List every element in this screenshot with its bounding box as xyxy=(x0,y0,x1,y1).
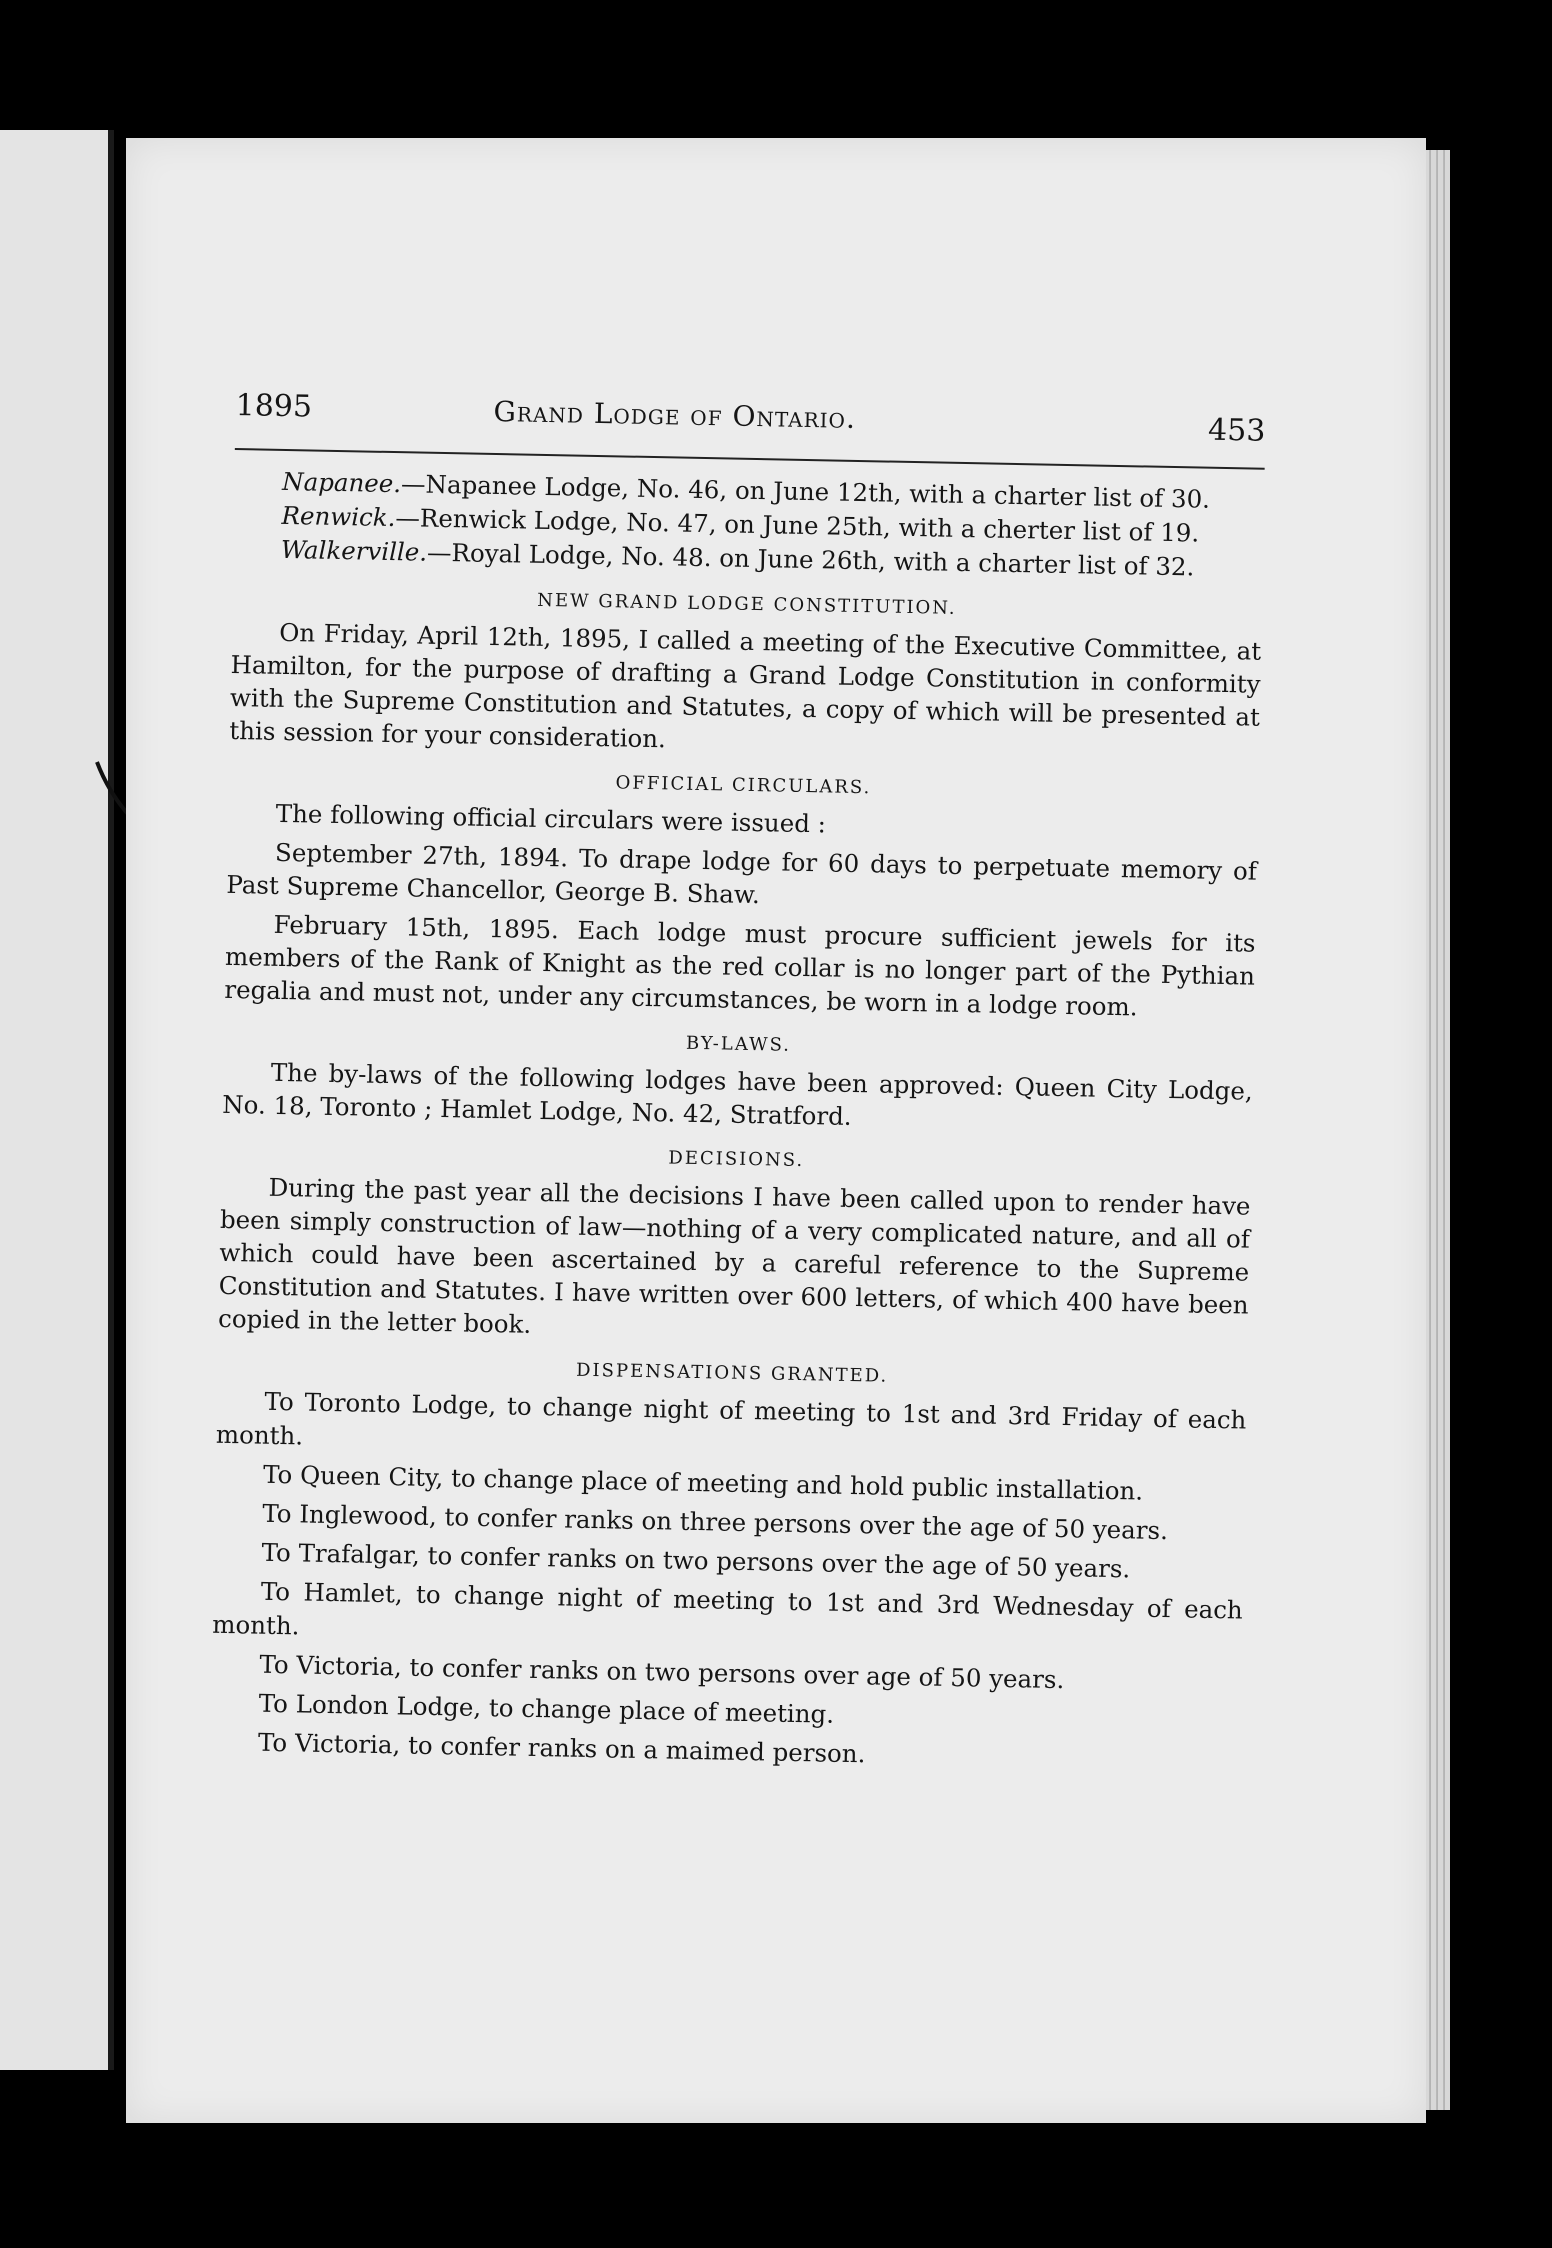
entry-text: —Royal Lodge, No. 48. on June 26th, with a charter list of 32. xyxy=(426,537,1195,582)
section-heading-bylaws: BY-LAWS. xyxy=(685,1032,792,1056)
dispensation-item: To London Lodge, to change place of meeting. xyxy=(258,1688,835,1729)
dispensation-item: To Trafalgar, to confer ranks on two persons over the age of 50 years. xyxy=(261,1537,1131,1584)
section-heading-decisions: DECISIONS. xyxy=(668,1147,805,1172)
entry-place: Renwick. xyxy=(281,500,396,533)
book-page xyxy=(126,138,1426,2123)
header-title: Grand Lodge of Ontario. xyxy=(493,394,857,435)
dispensation-item: To Victoria, to confer ranks on two persons over age of 50 years. xyxy=(259,1649,1065,1695)
entry-place: Napanee. xyxy=(281,466,402,499)
dispensation-item: To Inglewood, to confer ranks on three persons over the age of 50 years. xyxy=(262,1498,1169,1546)
decisions-paragraph: During the past year all the decisions I have been called upon to render have been simply construction of law—nothing of a very complicated nature, and all of which could have been ascertained by a careful reference to the Supreme Constitution and Statutes. I have written over 600 letters, of which 400 have been copied in the letter book. xyxy=(217,1172,1251,1339)
dispensation-item: To Hamlet, to change night of meeting to 1st and 3rd Wednesday of each month. xyxy=(211,1576,1244,1641)
dispensation-item: To Queen City, to change place of meeting and hold public installation. xyxy=(262,1459,1144,1506)
page-content xyxy=(210,388,1266,1784)
circular-item: February 15th, 1895. Each lodge must procure sufficient jewels for its members of the Rank of Knight as the red collar is no longer part of the Pythian regalia and must not, under any circumstances, be worn in a lodge room. xyxy=(224,909,1256,1022)
constitution-paragraph: On Friday, April 12th, 1895, I called a meeting of the Executive Committee, at Hamilton, for the purpose of drafting a Grand Lodge Constitution in conformity with the Supreme Constitution and Statutes, a copy of which will be presented at this session for your consideration. xyxy=(229,617,1262,754)
running-header xyxy=(235,388,1266,470)
circulars-intro: The following official circulars were issued : xyxy=(275,798,827,839)
entry-text: —Renwick Lodge, No. 47, on June 25th, with a cherter list of 19. xyxy=(395,503,1200,548)
section-heading-dispensations: DISPENSATIONS GRANTED. xyxy=(575,1359,889,1387)
header-year: 1895 xyxy=(235,388,313,425)
facing-page-edge xyxy=(0,130,114,2070)
section-heading-constitution: NEW GRAND LODGE CONSTITUTION. xyxy=(537,589,957,619)
entry-place: Walkerville. xyxy=(280,534,428,567)
dispensation-item: To Toronto Lodge, to change night of meeting to 1st and 3rd Friday of each month. xyxy=(215,1386,1247,1451)
dispensation-item: To Victoria, to confer ranks on a maimed person. xyxy=(257,1727,866,1769)
section-heading-circulars: OFFICIAL CIRCULARS. xyxy=(615,772,872,799)
bylaws-paragraph: The by-laws of the following lodges have been approved: Queen City Lodge, No. 18, Toronto ; Hamlet Lodge, No. 42, Stratford. xyxy=(221,1057,1253,1131)
entry-text: —Napanee Lodge, No. 46, on June 12th, with a charter list of 30. xyxy=(400,469,1211,514)
page-number: 453 xyxy=(1207,412,1266,449)
circular-item: September 27th, 1894. To drape lodge for 60 days to perpetuate memory of Past Supreme Chancellor, George B. Shaw. xyxy=(226,837,1258,910)
